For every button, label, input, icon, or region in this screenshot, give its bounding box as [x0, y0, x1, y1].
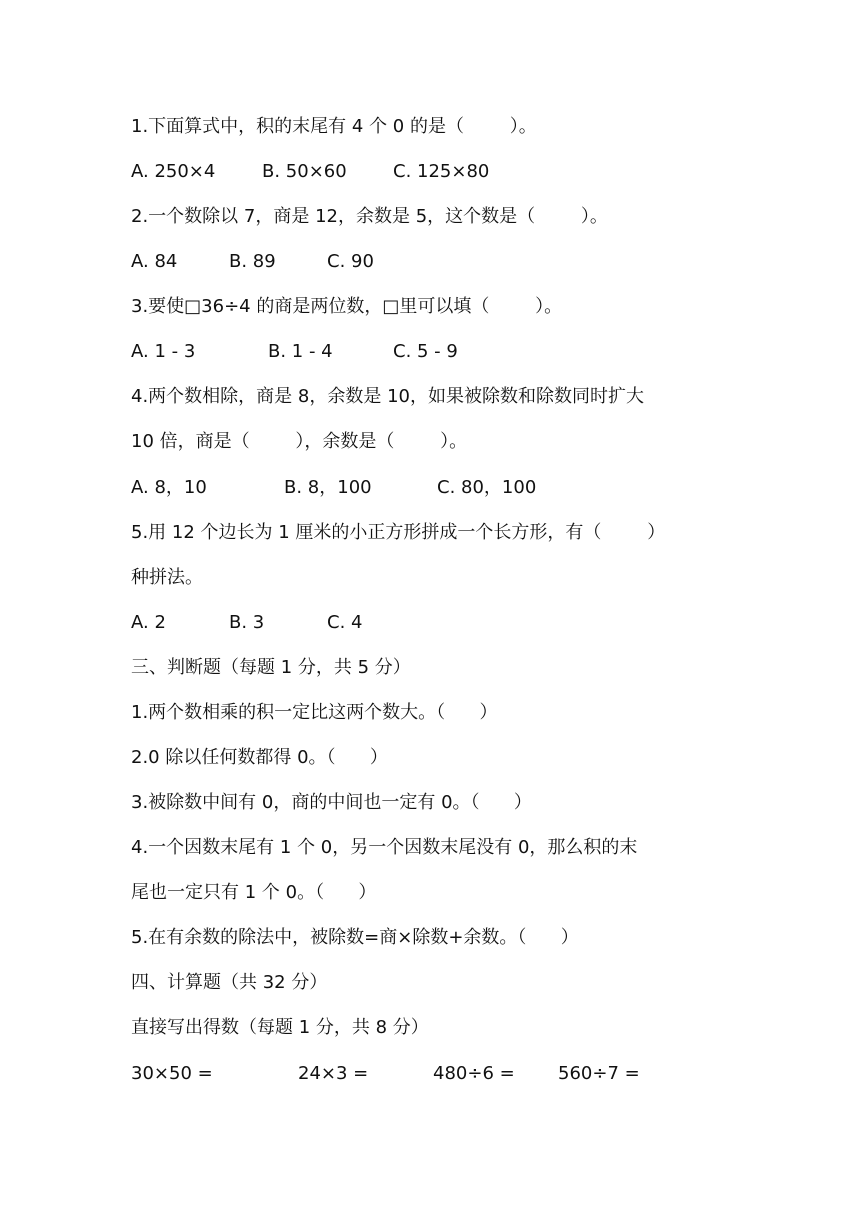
- judge-4-line-1: 4.一个因数末尾有 1 个 0，另一个因数末尾没有 0，那么积的末: [131, 837, 638, 858]
- calc-item: 480÷6 =: [433, 1063, 515, 1084]
- option-c: C. 80，100: [437, 477, 537, 498]
- question-4-line-1: 4.两个数相除，商是 8，余数是 10，如果被除数和除数同时扩大: [131, 386, 644, 407]
- option-b: B. 8，100: [284, 477, 372, 498]
- calc-item: 24×3 =: [298, 1063, 369, 1084]
- section-4-subheading: 直接写出得数（每题 1 分，共 8 分）: [131, 1017, 429, 1038]
- question-2: 2.一个数除以 7，商是 12，余数是 5，这个数是（ ）。: [131, 206, 608, 227]
- question-3-options: [131, 340, 731, 364]
- option-c: C. 5 - 9: [393, 341, 458, 362]
- question-2-options: [131, 250, 731, 274]
- judge-4-line-2: 尾也一定只有 1 个 0。（ ）: [131, 882, 377, 903]
- question-5-line-2: 种拼法。: [131, 567, 203, 588]
- option-a: A. 84: [131, 251, 178, 272]
- judge-3: 3.被除数中间有 0，商的中间也一定有 0。（ ）: [131, 792, 532, 813]
- option-c: C. 125×80: [393, 161, 490, 182]
- option-b: B. 50×60: [262, 161, 347, 182]
- judge-5: 5.在有余数的除法中，被除数=商×除数+余数。（ ）: [131, 927, 579, 948]
- question-4-options: [131, 476, 731, 500]
- option-b: B. 3: [229, 612, 265, 633]
- section-3-heading: 三、判断题（每题 1 分，共 5 分）: [131, 657, 411, 678]
- question-1: 1.下面算式中，积的末尾有 4 个 0 的是（ ）。: [131, 116, 537, 137]
- option-c: C. 4: [327, 612, 363, 633]
- calc-item: 30×50 =: [131, 1063, 213, 1084]
- question-4-line-2: 10 倍，商是（ ），余数是（ ）。: [131, 431, 468, 452]
- question-3: 3.要使□36÷4 的商是两位数，□里可以填（ ）。: [131, 296, 563, 317]
- option-b: B. 89: [229, 251, 276, 272]
- option-a: A. 8，10: [131, 477, 207, 498]
- calc-row: [131, 1062, 731, 1086]
- section-4-heading: 四、计算题（共 32 分）: [131, 972, 328, 993]
- option-a: A. 1 - 3: [131, 341, 196, 362]
- option-a: A. 250×4: [131, 161, 216, 182]
- option-b: B. 1 - 4: [268, 341, 333, 362]
- judge-2: 2.0 除以任何数都得 0。（ ）: [131, 747, 388, 768]
- judge-1: 1.两个数相乘的积一定比这两个数大。（ ）: [131, 702, 498, 723]
- option-a: A. 2: [131, 612, 166, 633]
- option-c: C. 90: [327, 251, 374, 272]
- question-1-options: [131, 160, 731, 184]
- question-5-options: [131, 611, 731, 635]
- question-5-line-1: 5.用 12 个边长为 1 厘米的小正方形拼成一个长方形，有（ ）: [131, 522, 666, 543]
- calc-item: 560÷7 =: [558, 1063, 640, 1084]
